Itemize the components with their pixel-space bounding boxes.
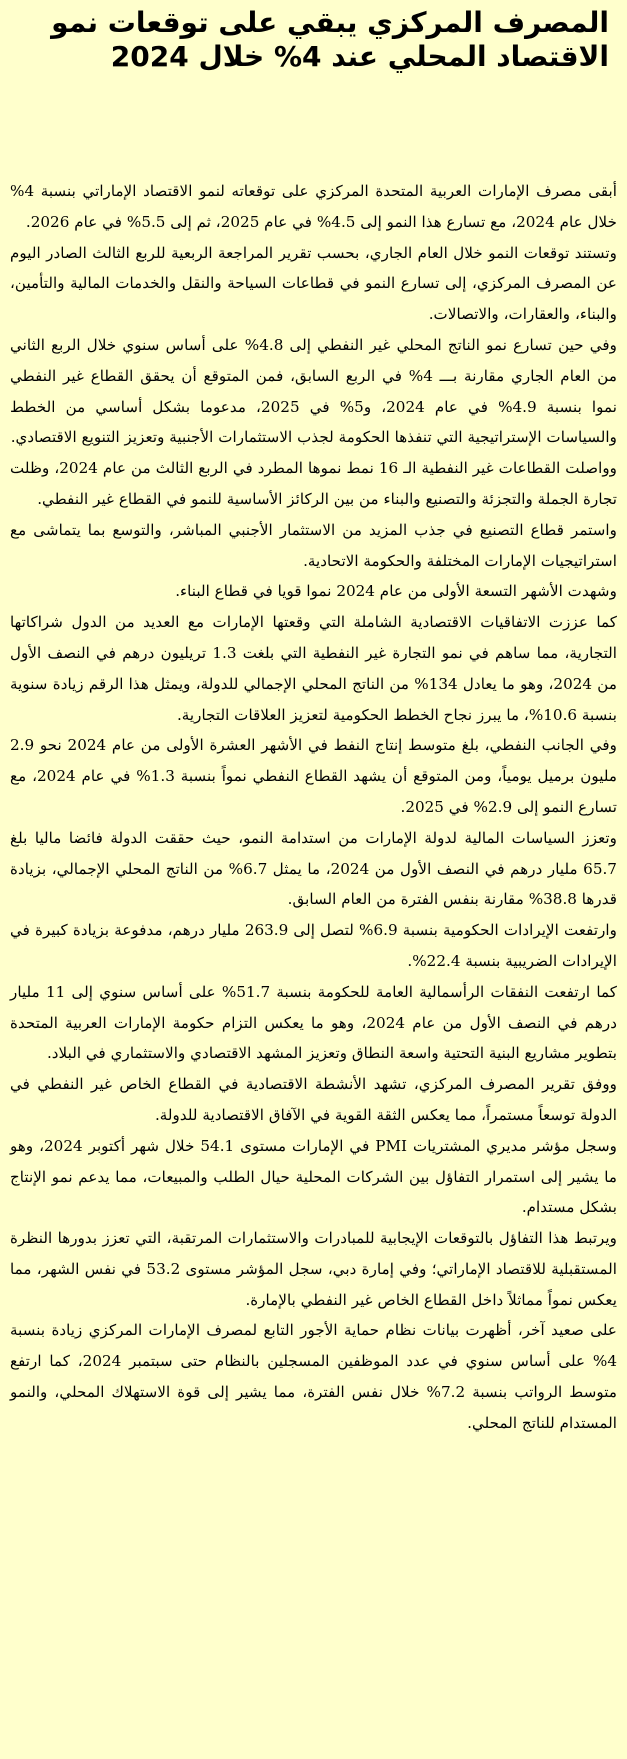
paragraph: وارتفعت الإيرادات الحكومية بنسبة 6.9% لتصل إلى 263.9 مليار درهم، مدفوعة بزيادة كبيرة في الإيرادات الضريبية بنسبة 22.4%. bbox=[10, 921, 617, 970]
paragraph: وتستند توقعات النمو خلال العام الجاري، بحسب تقرير المراجعة الربعية للربع الثالث الصادر اليوم عن المصرف المركزي، إلى تسارع النمو في قطاعات السياحة والنقل والخدمات المالية والتأمين، والبناء، والعقارات، والاتصالات. bbox=[10, 243, 617, 324]
paragraph: كما عززت الاتفاقيات الاقتصادية الشاملة التي وقعتها الإمارات مع العديد من الدول شراكاتها التجارية، مما ساهم في نمو التجارة غير النفطية التي بلغت 1.3 تريليون درهم في النصف الأول من 2024، وهو ما يعادل 134% من الناتج المحلي الإجمالي للدولة، ويمثل هذا الرقم زيادة سنوية بنسبة 10.6%، ما يبرز نجاح الخطط الحكومية لتعزيز العلاقات التجارية. bbox=[10, 613, 618, 724]
paragraph: وواصلت القطاعات غير النفطية الـ 16 نمط نموها المطرد في الربع الثالث من عام 2024، وظلت تجارة الجملة والتجزئة والتصنيع والبناء من بين الركائز الأساسية للنمو في القطاع غير النفطي. bbox=[10, 459, 618, 508]
paragraph: كما ارتفعت النفقات الرأسمالية العامة للحكومة بنسبة 51.7% على أساس سنوي إلى 11 مليار درهم في النصف الأول من عام 2024، وهو ما يعكس التزام حكومة الإمارات العربية المتحدة بتطوير مشاريع البنية التحتية واسعة النطاق وتعزيز المشهد الاقتصادي والاستثماري في البلاد. bbox=[10, 982, 617, 1063]
paragraph: وسجل مؤشر مديري المشتريات PMI في الإمارات مستوى 54.1 خلال شهر أكتوبر 2024، وهو ما يشير إلى استمرار التفاؤل بين الشركات المحلية حيال الطلب والمبيعات، مما يدعم نمو الإنتاج بشكل مستدام. bbox=[10, 1136, 618, 1217]
article-headline: المصرف المركزي يبقي على توقعات نمو الاقتصاد المحلي عند 4% خلال 2024 bbox=[51, 6, 609, 73]
paragraph: واستمر قطاع التصنيع في جذب المزيد من الاستثمار الأجنبي المباشر، والتوسع بما يتماشى مع استراتيجيات الإمارات المختلفة والحكومة الاتحادية. bbox=[10, 520, 617, 570]
paragraph: ووفق تقرير المصرف المركزي، تشهد الأنشطة الاقتصادية في القطاع الخاص غير النفطي في الدولة توسعاً مستمراً، مما يعكس الثقة القوية في الآفاق الاقتصادية للدولة. bbox=[10, 1075, 617, 1124]
paragraph: وتعزز السياسات المالية لدولة الإمارات من استدامة النمو، حيث حققت الدولة فائضا ماليا بلغ 65.7 مليار درهم في النصف الأول من 2024، ما يمثل 6.7% من الناتج المحلي الإجمالي، بزيادة قدرها 38.8% مقارنة بنفس الفترة من العام السابق. bbox=[10, 828, 617, 909]
paragraph: على صعيد آخر، أظهرت بيانات نظام حماية الأجور التابع لمصرف الإمارات المركزي زيادة بنسبة 4% على أساس سنوي في عدد الموظفين المسجلين بالنظام حتى سبتمبر 2024، كما ارتفع متوسط الرواتب بنسبة 7.2% خلال نفس الفترة، مما يشير إلى قوة الاستهلاك المحلي، والنمو المستدام للناتج المحلي. bbox=[10, 1321, 617, 1432]
paragraph: وفي الجانب النفطي، بلغ متوسط إنتاج النفط في الأشهر العشرة الأولى من عام 2024 نحو 2.9 مليون برميل يومياً، ومن المتوقع أن يشهد القطاع النفطي نمواً بنسبة 1.3% في عام 2024، مع تسارع النمو إلى 2.9% في 2025. bbox=[10, 736, 617, 816]
paragraph: وشهدت الأشهر التسعة الأولى من عام 2024 نموا قويا في قطاع البناء. bbox=[175, 582, 617, 601]
paragraph: ويرتبط هذا التفاؤل بالتوقعات الإيجابية للمبادرات والاستثمارات المرتقبة، التي تعزز بدورها النظرة المستقبلية للاقتصاد الإماراتي؛ وفي إمارة دبي، سجل المؤشر مستوى 53.2 في نفس الشهر، مما يعكس نمواً مماثلاً داخل القطاع الخاص غير النفطي بالإمارة. bbox=[10, 1229, 617, 1309]
paragraph: وفي حين تسارع نمو الناتج المحلي غير النفطي إلى 4.8% على أساس سنوي خلال الربع الثاني من العام الجاري مقارنة بـــ 4% في الربع السابق، فمن المتوقع أن يحقق القطاع غير النفطي نموا بنسبة 4.9% في عام 2024، و5% في 2025، مدعوما بشكل أساسي من الخطط والسياسات الإستراتيجية التي تنفذها الحكومة لجذب الاستثمارات الأجنبية وتعزيز التنويع الاقتصادي. bbox=[10, 335, 617, 447]
article-body bbox=[10, 176, 617, 1439]
paragraph: أبقى مصرف الإمارات العربية المتحدة المركزي على توقعاته لنمو الاقتصاد الإماراتي بنسبة 4% خلال عام 2024، مع تسارع هذا النمو إلى 4.5% في عام 2025، ثم إلى 5.5% في عام 2026. bbox=[10, 182, 617, 231]
